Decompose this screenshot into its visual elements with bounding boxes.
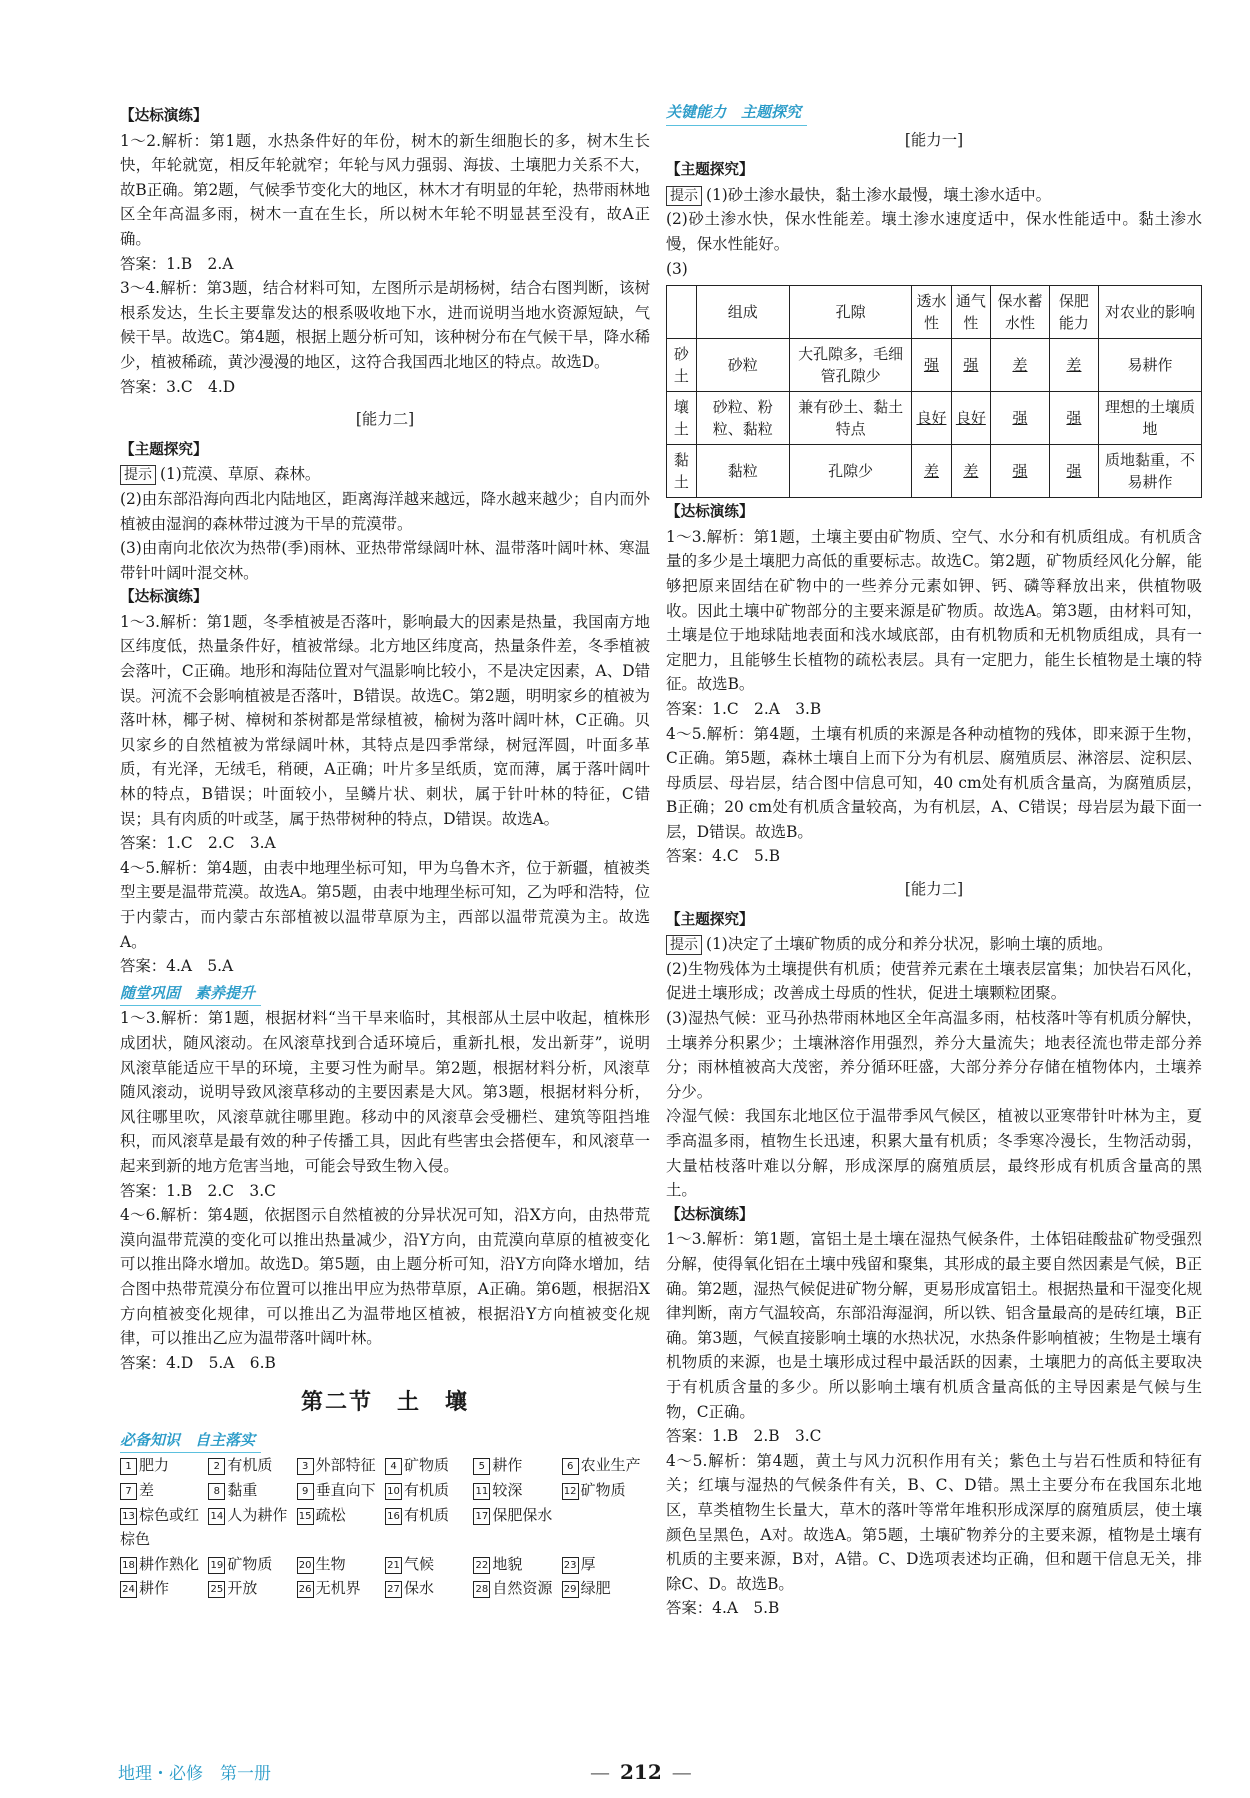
item-text: 人为耕作: [227, 1505, 288, 1524]
item-number: 19: [208, 1557, 225, 1574]
knowledge-item: [297, 1503, 385, 1552]
knowledge-item: [297, 1478, 385, 1503]
item-text: 肥力: [139, 1456, 170, 1475]
item-number: 29: [562, 1581, 579, 1598]
table-cell: 砂粒、粉粒、黏粒: [696, 392, 789, 445]
table-cell: 差: [1049, 339, 1098, 392]
table-header-cell: 通气性: [951, 286, 990, 339]
table-header-cell: 组成: [696, 286, 789, 339]
item-number: 4: [385, 1458, 402, 1475]
heading-practice-r2: 【达标演练】: [666, 1205, 754, 1223]
table-cell: 黏粒: [696, 445, 789, 498]
ability-two-label-r: [能力二]: [904, 880, 964, 899]
item-number: 1: [120, 1458, 137, 1475]
table-cell: 强: [912, 339, 951, 392]
table-header-cell: 保肥能力: [1049, 286, 1098, 339]
knowledge-item: [208, 1453, 296, 1478]
item-text: 地貌: [492, 1554, 523, 1573]
item-number: 25: [208, 1581, 225, 1598]
item-number: 5: [473, 1458, 490, 1475]
knowledge-item: [562, 1552, 650, 1577]
section-key-ability: 关键能力 主题探究: [666, 100, 807, 126]
tip-r2-4: 冷湿气候：我国东北地区位于温带季风气候区，植被以亚寒带针叶林为主，夏季高温多雨，植物生长迅速，积累大量有机质；冬季寒冷漫长，生物活动弱，大量枯枝落叶难以分解，形成深厚的腐殖质层，最终形成有机质含量高的黑土。: [666, 1107, 1202, 1200]
item-text: 垂直向下: [315, 1481, 376, 1500]
tip-r-1: (1)砂土渗水最快，黏土渗水最慢，壤土渗水适中。: [706, 185, 1052, 204]
knowledge-item: [562, 1478, 650, 1503]
knowledge-item: [208, 1478, 296, 1503]
table-cell: 差: [991, 339, 1050, 392]
item-number: 10: [385, 1483, 402, 1500]
item-number: 17: [473, 1508, 490, 1525]
section-consolidation: 随堂巩固 素养提升: [120, 981, 261, 1007]
table-row: [667, 392, 1202, 445]
table-cell: 理想的土壤质地: [1098, 392, 1201, 445]
item-number: 20: [297, 1557, 314, 1574]
knowledge-item: [208, 1552, 296, 1577]
table-cell: 大孔隙多，毛细管孔隙少: [789, 339, 911, 392]
heading-practice: 【达标演练】: [120, 107, 208, 124]
answer-3-4: 答案：3.C 4.D: [120, 377, 236, 396]
item-number: 7: [120, 1483, 137, 1500]
item-text: 农业生产: [580, 1456, 641, 1475]
item-number: 28: [473, 1581, 490, 1598]
tip-r2-2: (2)生物残体为土壤提供有机质；使营养元素在土壤表层富集；加快岩石风化，促进土壤形成；改善成土母质的性状，促进土壤颗粒团聚。: [666, 959, 1202, 1003]
ability-two-label: [能力二]: [355, 410, 415, 429]
item-number: 27: [385, 1581, 402, 1598]
item-number: 6: [562, 1458, 579, 1475]
answer-r-4-5: 答案：4.C 5.B: [666, 847, 781, 866]
knowledge-item: [473, 1576, 561, 1601]
knowledge-item: [120, 1552, 208, 1577]
knowledge-item: [385, 1453, 473, 1478]
solution-1-3: 1～3.解析：第1题，冬季植被是否落叶，影响最大的因素是热量，我国南方地区纬度低，热量条件好，植被常绿。北方地区纬度高，热量条件差，冬季植被会落叶，C正确。地形和海陆位置对气温影响比较小，不是决定因素，A、D错误。河流不会影响植被是否落叶，B错误。故选C。第2题，明明家乡的植被为落叶林，椰子树、樟树和茶树都是常绿植被，榆树为落叶阔叶林，C正确。贝贝家乡的自然植被为常绿阔叶林，其特点是四季常绿，树冠浑圆，叶面多革质，有光泽，无绒毛，稍硬，A正确；叶片多呈纸质，宽而薄，属于落叶阔叶林的特点，B错误；叶面较小，呈鳞片状、刺状，属于针叶林的特征，C错误；具有肉质的叶或茎，属于热带树种的特点，D错误。故选A。: [120, 612, 650, 828]
item-text: 棕色或红棕色: [120, 1505, 200, 1549]
item-number: 9: [297, 1483, 314, 1500]
item-number: 15: [297, 1508, 314, 1525]
item-text: 差: [139, 1481, 155, 1500]
item-text: 有机质: [404, 1505, 450, 1524]
table-cell: 强: [1049, 445, 1098, 498]
item-number: 2: [208, 1458, 225, 1475]
table-cell: 强: [991, 445, 1050, 498]
table-row: [667, 445, 1202, 498]
answer-consolidation-4-6: 答案：4.D 5.A 6.B: [120, 1353, 276, 1372]
heading-theme-inquiry-r: 【主题探究】: [666, 161, 754, 179]
item-text: 保水: [404, 1579, 435, 1598]
tip-item-2: (2)由东部沿海向西北内陆地区，距离海洋越来越远，降水越来越少；自内而外植被由湿润的森林带过渡为干旱的荒漠带。: [120, 489, 650, 533]
knowledge-item: [385, 1503, 473, 1552]
item-number: 26: [297, 1581, 314, 1598]
item-text: 生物: [315, 1554, 346, 1573]
item-number: 18: [120, 1557, 137, 1574]
item-text: 耕作熟化: [139, 1554, 200, 1573]
answer-1-3: 答案：1.C 2.C 3.A: [120, 834, 276, 853]
table-header-cell: 透水性: [912, 286, 951, 339]
item-text: 气候: [404, 1554, 435, 1573]
tip-r2-3: (3)湿热气候：亚马孙热带雨林地区全年高温多雨，枯枝落叶等有机质分解快，土壤养分积累少；土壤淋溶作用强烈，养分大量流失；地表径流也带走部分养分；雨林植被高大茂密，养分循环旺盛，大部分养分存储在植物体内，土壤养分少。: [666, 1009, 1202, 1101]
tip-label: 提示: [120, 465, 156, 485]
item-text: 矿物质: [404, 1456, 450, 1475]
solution-4-5: 4～5.解析：第4题，由表中地理坐标可知，甲为乌鲁木齐，位于新疆，植被类型主要是温带荒漠。故选A。第5题，由表中地理坐标可知，乙为呼和浩特，位于内蒙古，而内蒙古东部植被以温带草原为主，西部以温带荒漠为主。故选A。: [120, 858, 650, 951]
knowledge-item: [120, 1503, 208, 1552]
table-header-row: [667, 286, 1202, 339]
table-cell: 质地黏重，不易耕作: [1098, 445, 1201, 498]
knowledge-item: [473, 1453, 561, 1478]
table-cell: 砂土: [667, 339, 697, 392]
answer-1-2: 答案：1.B 2.A: [120, 254, 234, 273]
knowledge-item: [208, 1503, 296, 1552]
item-text: 有机质: [404, 1481, 450, 1500]
solution-r2-1-3: 1～3.解析：第1题，富铝土是土壤在湿热气候条件，土体铝硅酸盐矿物受强烈分解，使得氧化铝在土壤中残留和聚集，其形成的最主要自然因素是气候，B正确。第2题，湿热气候促进矿物分解，更易形成富铝土。根据热量和干湿变化规律判断，南方气温较高，东部沿海湿润，所以铁、铝含量最高的是砖红壤，B正确。第3题，气候直接影响土壤的水热状况，水热条件影响植被；生物是土壤有机物质的来源，也是土壤形成过程中最活跃的因素，土壤肥力的高低主要取决于有机质含量的多少。所以影响土壤有机质含量高低的主导因素是气候与生物，C正确。: [666, 1230, 1202, 1421]
footer-book-title: 地理・必修 第一册: [118, 1764, 271, 1784]
table-cell: 兼有砂土、黏土特点: [789, 392, 911, 445]
item-text: 耕作: [492, 1456, 523, 1475]
left-column: [120, 104, 650, 1601]
solution-1-2: 1～2.解析：第1题，水热条件好的年份，树木的新生细胞长的多，树木生长快，年轮就宽，相反年轮就窄；年轮与风力强弱、海拔、土壤肥力关系不大，故B正确。第2题，气候季节变化大的地区，林木才有明显的年轮，热带雨林地区全年高温多雨，树木一直在生长，所以树木年轮不明显甚至没有，故A正确。: [120, 131, 650, 248]
section-essential-knowledge: 必备知识 自主落实: [120, 1428, 261, 1454]
table-cell: 易耕作: [1098, 339, 1201, 392]
knowledge-item: [562, 1503, 650, 1552]
table-cell: 黏土: [667, 445, 697, 498]
solution-3-4: 3～4.解析：第3题，结合材料可知，左图所示是胡杨树，结合右图判断，该树根系发达，生长主要靠发达的根系吸收地下水，进而说明当地水资源短缺，气候干旱。故选C。第4题，根据上题分析可知，该种树分布在气候干旱，降水稀少，植被稀疏，黄沙漫漫的地区，这符合我国西北地区的特点。故选D。: [120, 279, 650, 371]
answer-r-1-3: 答案：1.C 2.A 3.B: [666, 699, 822, 718]
knowledge-item: [473, 1478, 561, 1503]
table-cell: 砂粒: [696, 339, 789, 392]
item-text: 无机界: [315, 1579, 361, 1598]
item-text: 有机质: [227, 1456, 273, 1475]
item-text: 矿物质: [580, 1481, 626, 1500]
knowledge-item: [562, 1576, 650, 1601]
section-title-soil: 第二节 土 壤: [300, 1390, 469, 1416]
table-header-cell: [667, 286, 697, 339]
table-header-cell: 孔隙: [789, 286, 911, 339]
item-number: 22: [473, 1557, 490, 1574]
item-number: 3: [297, 1458, 314, 1475]
solution-r2-4-5: 4～5.解析：第4题，黄土与风力沉积作用有关；紫色土与岩石性质和特征有关；红壤与湿热的气候条件有关，B、C、D错。黑土主要分布在我国东北地区，草类植物生长量大，草木的落叶等常年堆积形成深厚的腐殖质层，使土壤颜色呈黑色，A对。故选A。第5题，土壤矿物养分的主要来源，植物是土壤有机质的主要来源，B对，A错。C、D选项表述均正确，但和题干信息无关，排除C、D。故选B。: [666, 1451, 1202, 1593]
tip-label-r2: 提示: [666, 935, 702, 955]
item-text: 厚: [580, 1554, 596, 1573]
item-text: 耕作: [139, 1579, 170, 1598]
tip-item-3: (3)由南向北依次为热带(季)雨林、亚热带常绿阔叶林、温带落叶阔叶林、寒温带针叶阔叶混交林。: [120, 539, 650, 582]
table-cell: 良好: [912, 392, 951, 445]
item-number: 14: [208, 1508, 225, 1525]
table-cell: 强: [1049, 392, 1098, 445]
knowledge-item: [208, 1576, 296, 1601]
table-header-cell: 保水蓄水性: [991, 286, 1050, 339]
table-cell: 差: [912, 445, 951, 498]
answer-consolidation-1-3: 答案：1.B 2.C 3.C: [120, 1181, 276, 1200]
item-number: 13: [120, 1508, 137, 1525]
item-text: 自然资源: [492, 1579, 553, 1598]
item-text: 疏松: [315, 1505, 346, 1524]
item-text: 较深: [492, 1481, 523, 1500]
table-cell: 强: [991, 392, 1050, 445]
right-column: [666, 98, 1202, 1621]
table-row: [667, 339, 1202, 392]
table-cell: 差: [951, 445, 990, 498]
ability-one-label: [能力一]: [904, 130, 964, 149]
knowledge-item: [297, 1576, 385, 1601]
tip-r-3: (3): [666, 259, 688, 278]
answer-r2-4-5: 答案：4.A 5.B: [666, 1599, 780, 1618]
knowledge-answer-grid: [120, 1453, 650, 1601]
table-cell: 强: [951, 339, 990, 392]
item-text: 外部特征: [315, 1456, 376, 1475]
knowledge-item: [385, 1478, 473, 1503]
item-text: 黏重: [227, 1481, 258, 1500]
heading-theme-inquiry-r2: 【主题探究】: [666, 910, 754, 928]
item-number: 11: [473, 1483, 490, 1500]
knowledge-item: [385, 1552, 473, 1577]
knowledge-item: [385, 1576, 473, 1601]
knowledge-item: [473, 1552, 561, 1577]
tip-item-1: (1)荒漠、草原、森林。: [160, 465, 321, 484]
solution-r-4-5: 4～5.解析：第4题，土壤有机质的来源是各种动植物的残体，即来源于生物，C正确。第5题，森林土壤自上而下分为有机层、腐殖质层、淋溶层、淀积层、母质层、母岩层，结合图中信息可知，40 cm处有机质含量高，为腐殖质层，B正确；20 cm处有机质含量较高，为有机层，A、C错误；母岩层为最下面一层，D错误。故选B。: [666, 724, 1202, 841]
knowledge-item: [120, 1478, 208, 1503]
answer-r2-1-3: 答案：1.B 2.B 3.C: [666, 1427, 822, 1446]
knowledge-item: [297, 1453, 385, 1478]
heading-theme-inquiry: 【主题探究】: [120, 440, 208, 458]
knowledge-item: [120, 1453, 208, 1478]
item-text: 保肥保水: [492, 1505, 553, 1524]
knowledge-item: [297, 1552, 385, 1577]
knowledge-item: [120, 1576, 208, 1601]
tip-r-2: (2)砂土渗水快，保水性能差。壤土渗水速度适中，保水性能适中。黏土渗水慢，保水性能好。: [666, 210, 1202, 253]
table-header-cell: 对农业的影响: [1098, 286, 1201, 339]
soil-comparison-table: [666, 285, 1202, 498]
answer-4-5: 答案：4.A 5.A: [120, 957, 234, 976]
solution-consolidation-1-3: 1～3.解析：第1题，根据材料“当干旱来临时，其根部从土层中收起，植株形成团状，随风滚动。在风滚草找到合适环境后，重新扎根，发出新芽”，说明风滚草能适应干旱的环境，主要习性为耐旱。第2题，根据材料分析，风滚草随风滚动，说明导致风滚草移动的主要因素是大风。第3题，根据材料分析，风往哪里吹，风滚草就往哪里跑。移动中的风滚草会受栅栏、建筑等阻挡堆积，而风滚草是最有效的种子传播工具，因此有些害虫会搭便车，和风滚草一起来到新的地方危害当地，可能会导致生物入侵。: [120, 1009, 650, 1175]
item-text: 矿物质: [227, 1554, 273, 1573]
item-number: 24: [120, 1581, 137, 1598]
table-cell: 壤土: [667, 392, 697, 445]
tip-label-r: 提示: [666, 186, 702, 206]
item-number: 21: [385, 1557, 402, 1574]
solution-consolidation-4-6: 4～6.解析：第4题，依据图示自然植被的分异状况可知，沿X方向，由热带荒漠向温带荒漠的变化可以推出热量减少，沿Y方向，由荒漠向草原的植被变化可以推出降水增加。故选D。第5题，由上题分析可知，沿Y方向降水增加，结合图中热带荒漠分布位置可以推出甲应为热带草原，A正确。第6题，根据沿X方向植被变化规律，可以推出乙为温带地区植被，根据沿Y方向植被变化规律，可以推出乙应为温带落叶阔叶林。: [120, 1206, 650, 1348]
item-number: 16: [385, 1508, 402, 1525]
knowledge-item: [473, 1503, 561, 1552]
knowledge-item: [562, 1453, 650, 1478]
item-text: 绿肥: [580, 1579, 611, 1598]
item-number: 23: [562, 1557, 579, 1574]
solution-r-1-3: 1～3.解析：第1题，土壤主要由矿物质、空气、水分和有机质组成。有机质含量的多少是土壤肥力高低的重要标志。故选C。第2题，矿物质经风化分解，能够把原来固结在矿物中的一些养分元素如钾、钙、磷等释放出来，供植物吸收。因此土壤中矿物部分的主要来源是矿物质。故选A。第3题，由材料可知，土壤是位于地球陆地表面和浅水域底部，由有机物质和无机物质组成，具有一定肥力，且能够生长植物的疏松表层。具有一定肥力，能生长植物是土壤的特征。故选B。: [666, 527, 1202, 694]
item-number: 8: [208, 1483, 225, 1500]
heading-practice-2: 【达标演练】: [120, 588, 208, 606]
table-cell: 良好: [951, 392, 990, 445]
item-number: 12: [562, 1483, 579, 1500]
item-text: 开放: [227, 1579, 258, 1598]
heading-practice-r: 【达标演练】: [666, 503, 754, 521]
tip-r2-1: (1)决定了土壤矿物质的成分和养分状况，影响土壤的质地。: [706, 935, 1113, 954]
table-cell: 孔隙少: [789, 445, 911, 498]
page-number: — 212 —: [580, 1760, 702, 1785]
